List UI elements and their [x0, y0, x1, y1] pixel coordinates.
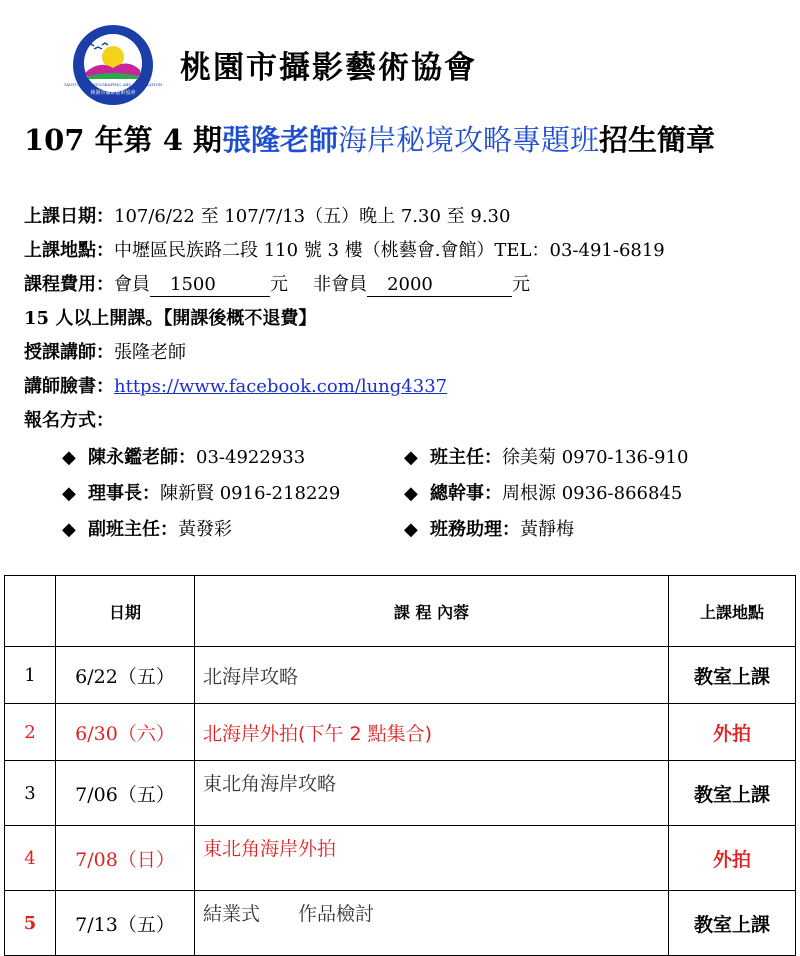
diamond-bullet-icon: ◆ — [62, 447, 76, 468]
member-label: 會員 — [114, 274, 150, 295]
table-header-row — [5, 576, 796, 647]
row-place: 教室上課 — [669, 761, 796, 826]
date-value: 107/6/22 至 107/7/13（五）晚上 7.30 至 9.30 — [114, 206, 511, 227]
title-course: 海岸秘境攻略專題班 — [338, 123, 600, 157]
place-value: 中壢區民族路二段 110 號 3 樓（桃藝會.會館）TEL：03-491-6819 — [114, 240, 665, 261]
row-content: 結業式 作品檢討 — [195, 891, 669, 956]
contact-value: 黃靜梅 — [520, 519, 574, 540]
row-date: 7/06（五） — [56, 761, 195, 826]
yuan-1: 元 — [270, 274, 288, 295]
contact-label: 總幹事： — [430, 483, 502, 504]
row-place: 教室上課 — [669, 647, 796, 704]
row-content: 東北角海岸攻略 — [195, 761, 669, 826]
contact-item — [62, 476, 404, 512]
teacher-label: 授課講師： — [24, 342, 114, 363]
header-content: 課 程 內蓉 — [195, 576, 669, 647]
contact-value: 徐美菊 0970-136-910 — [502, 447, 689, 468]
info-min-note — [24, 302, 794, 336]
contact-value: 陳新賢 0916-218229 — [160, 483, 341, 504]
min-note: 15 人以上開課。【開課後概不退費】 — [24, 308, 317, 329]
row-no: 2 — [5, 704, 56, 761]
fee-label: 課程費用： — [24, 274, 114, 295]
contact-item — [404, 440, 688, 476]
table-row — [5, 704, 796, 761]
contact-label: 班主任： — [430, 447, 502, 468]
place-label: 上課地點： — [24, 240, 114, 261]
row-place: 外拍 — [669, 704, 796, 761]
date-label: 上課日期： — [24, 206, 114, 227]
row-content: 北海岸攻略 — [195, 647, 669, 704]
contact-value: 周根源 0936-866845 — [502, 483, 683, 504]
info-place — [24, 234, 794, 268]
header-place: 上課地點 — [669, 576, 796, 647]
contact-row — [62, 440, 782, 476]
contact-value: 03-4922933 — [196, 447, 306, 468]
contact-label: 理事長： — [88, 483, 160, 504]
table-row — [5, 647, 796, 704]
logo-bottom-text: 桃園市攝影藝術協會 — [90, 90, 136, 96]
diamond-bullet-icon: ◆ — [62, 519, 76, 540]
contact-item — [404, 512, 574, 548]
title-suffix: 招生簡章 — [599, 123, 716, 157]
contact-label: 陳永鑑老師： — [88, 447, 196, 468]
signup-label: 報名方式： — [24, 410, 114, 431]
contact-row — [62, 512, 782, 548]
diamond-bullet-icon: ◆ — [62, 483, 76, 504]
logo-ring-text: TAOYUAN PHOTOGRAPHIC ART ASSOCIATION — [63, 82, 163, 87]
row-no: 4 — [5, 826, 56, 891]
diamond-bullet-icon: ◆ — [404, 447, 418, 468]
info-teacher — [24, 336, 794, 370]
contact-item — [62, 440, 404, 476]
info-fee — [24, 268, 794, 302]
row-date: 7/13（五） — [56, 891, 195, 956]
contact-list — [62, 440, 782, 548]
row-date: 7/08（日） — [56, 826, 195, 891]
header-date: 日期 — [56, 576, 195, 647]
row-no: 3 — [5, 761, 56, 826]
row-place: 外拍 — [669, 826, 796, 891]
page-title — [24, 118, 715, 159]
nonmember-label: 非會員 — [313, 274, 368, 295]
nonmember-fee: 2000 — [367, 274, 512, 297]
member-fee: 1500 — [150, 274, 270, 297]
row-content: 東北角海岸外拍 — [195, 826, 669, 891]
table-row — [5, 761, 796, 826]
diamond-bullet-icon: ◆ — [404, 519, 418, 540]
course-info — [24, 200, 794, 438]
facebook-link[interactable]: https://www.facebook.com/lung4337 — [114, 376, 448, 397]
contact-item — [404, 476, 682, 512]
org-name: 桃園市攝影藝術協會 — [180, 50, 477, 86]
facebook-label: 講師臉書： — [24, 376, 114, 397]
association-logo — [63, 24, 163, 106]
info-date — [24, 200, 794, 234]
header-no — [5, 576, 56, 647]
teacher-value: 張隆老師 — [114, 342, 186, 363]
row-content: 北海岸外拍(下午 2 點集合) — [195, 704, 669, 761]
info-facebook — [24, 370, 794, 404]
row-no: 5 — [5, 891, 56, 956]
title-teacher: 張隆老師 — [222, 123, 339, 157]
table-row — [5, 826, 796, 891]
row-no: 1 — [5, 647, 56, 704]
contact-value: 黃發彩 — [178, 519, 232, 540]
table-row — [5, 891, 796, 956]
schedule-table — [4, 575, 796, 956]
contact-label: 副班主任： — [88, 519, 178, 540]
contact-row — [62, 476, 782, 512]
title-prefix: 107 年第 4 期 — [24, 123, 223, 157]
contact-label: 班務助理： — [430, 519, 520, 540]
yuan-2: 元 — [512, 274, 531, 295]
row-place: 教室上課 — [669, 891, 796, 956]
info-signup — [24, 404, 794, 438]
row-date: 6/30（六） — [56, 704, 195, 761]
contact-item — [62, 512, 404, 548]
diamond-bullet-icon: ◆ — [404, 483, 418, 504]
row-date: 6/22（五） — [56, 647, 195, 704]
